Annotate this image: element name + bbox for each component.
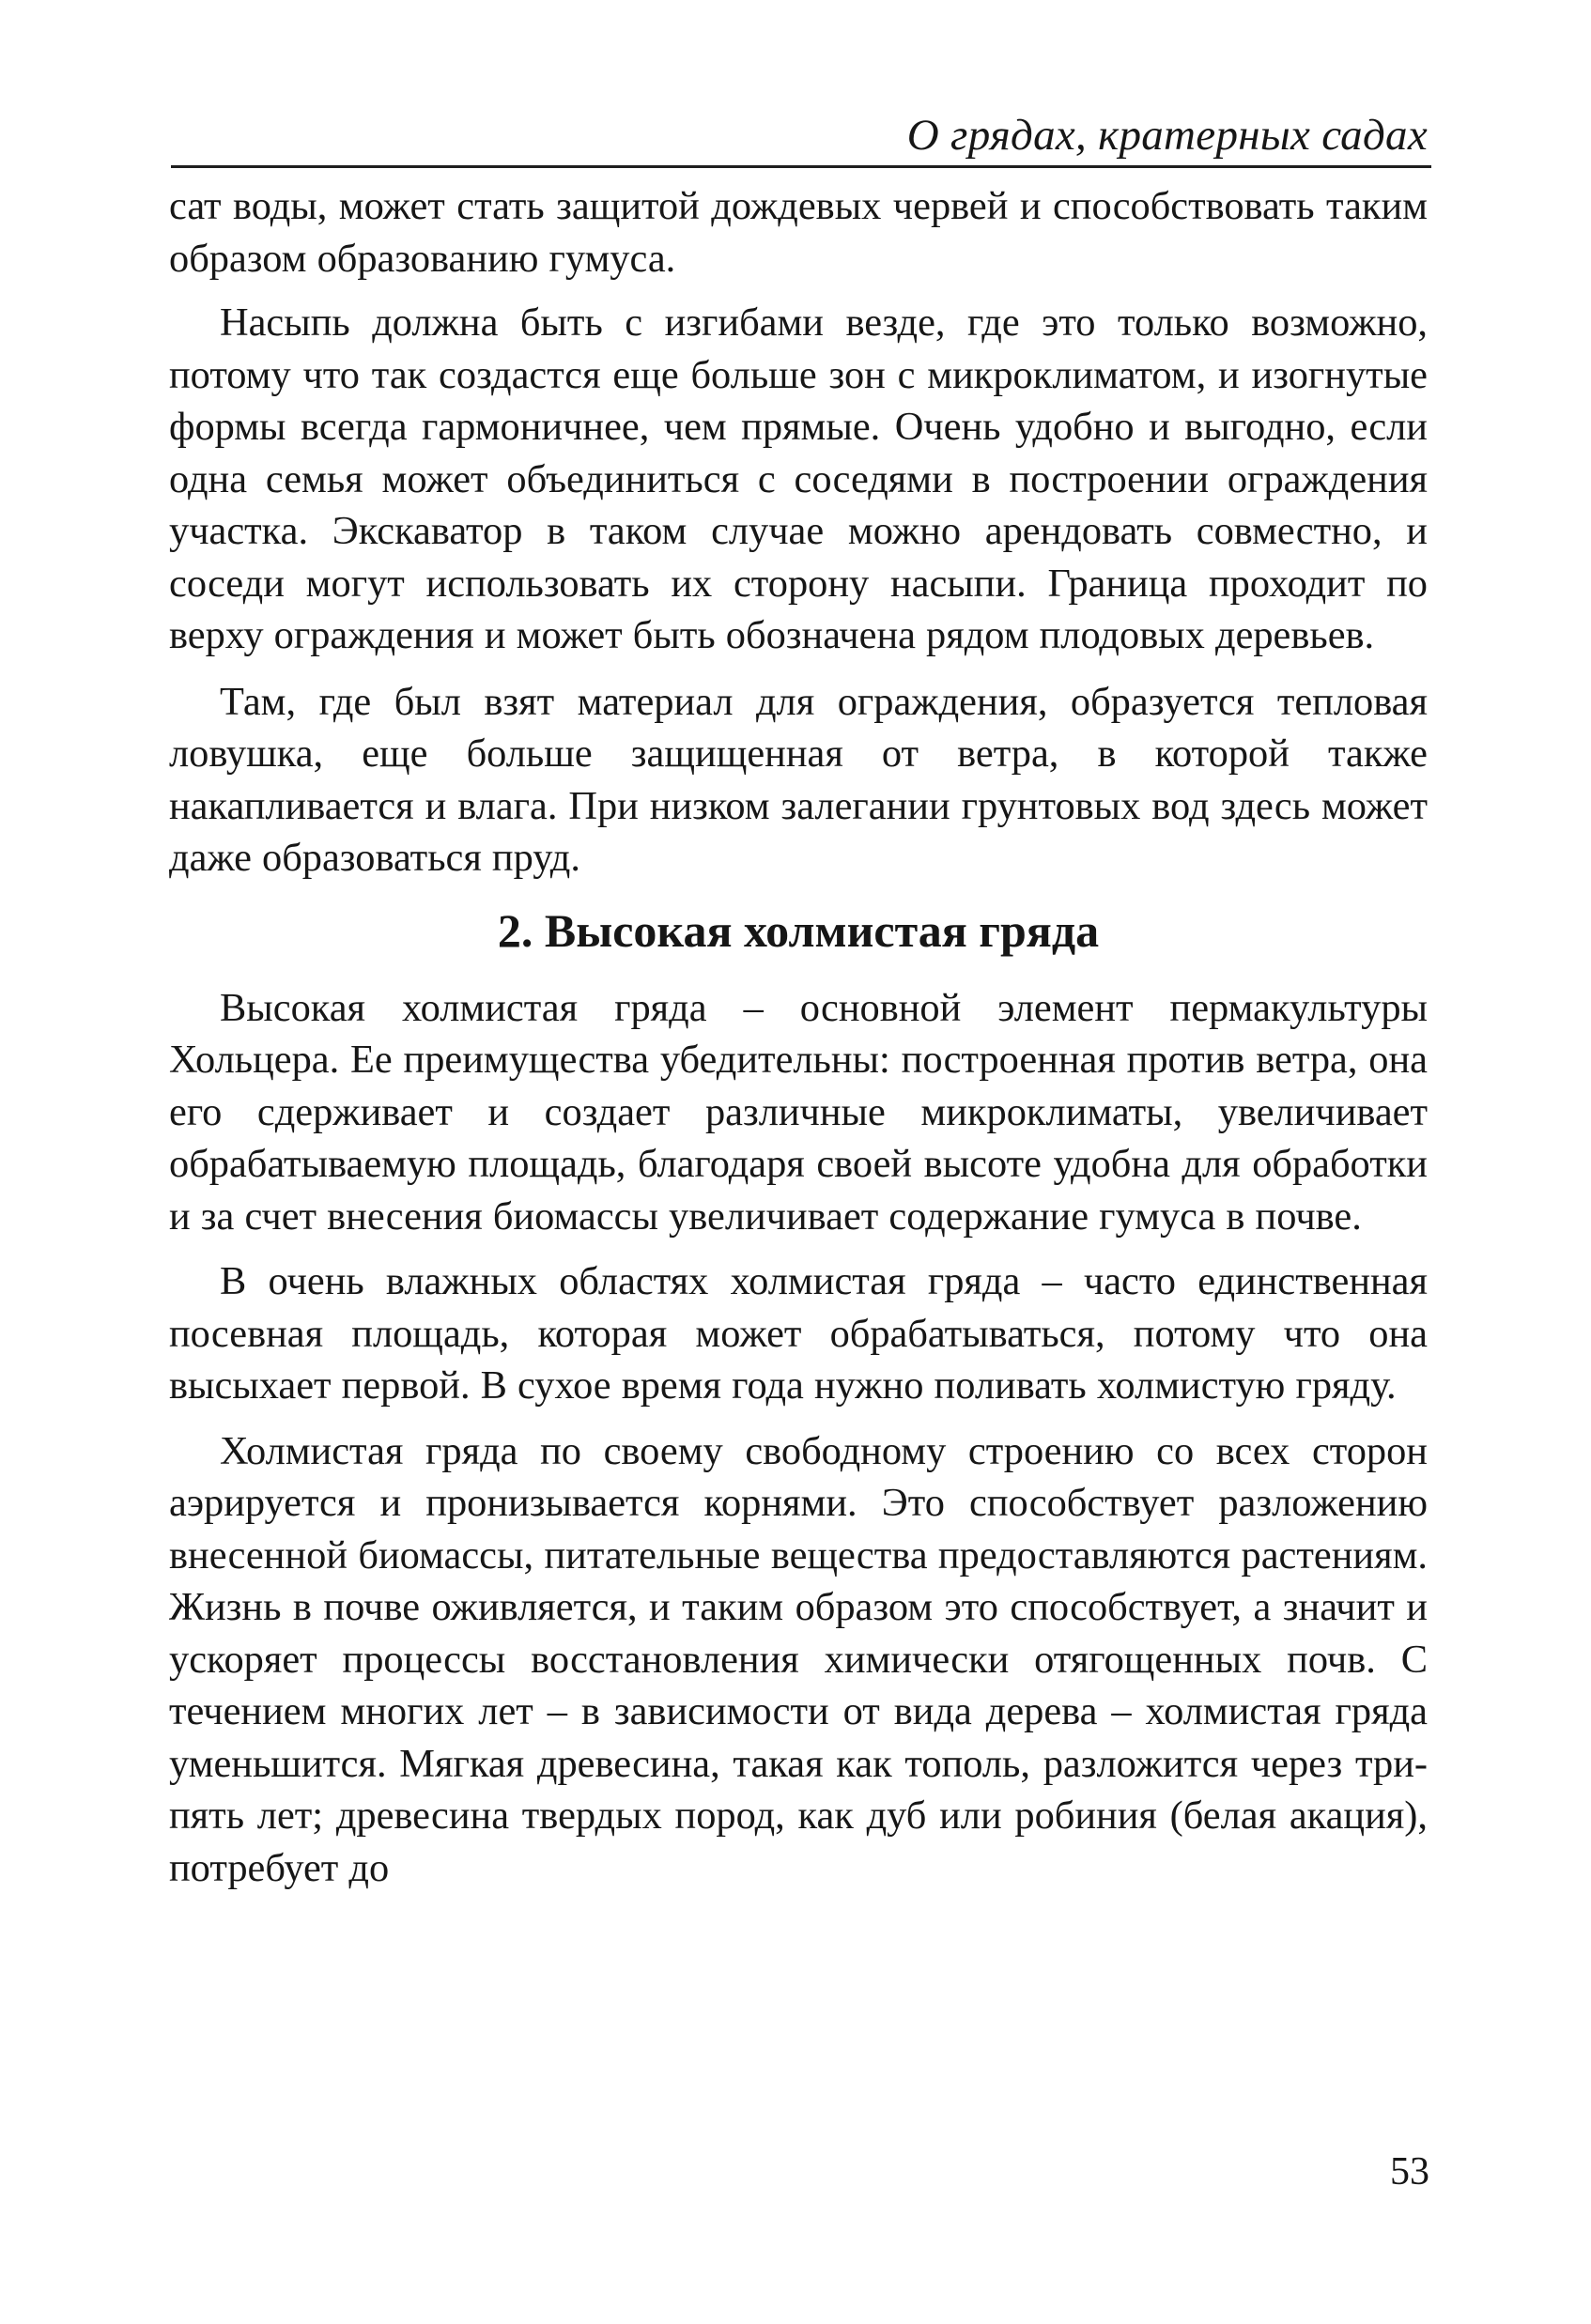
header-rule: [171, 165, 1431, 168]
paragraph: Насыпь должна быть с изгибами везде, где это только возможно, потому что так создастся еще больше зон с микроклиматом, и изогнутые формы всегда гармоничнее, чем прямые. Очень удобно и выгодно, если одна семья может объединиться с соседями в построении ограждения участка. Экскаватор в таком случае можно арендовать совместно, и соседи могут использовать их сторону насыпи. Граница проходит по верху ограждения и может быть обозначена рядом плодовых деревьев.: [169, 300, 1428, 657]
page-number: 53: [1390, 2150, 1429, 2193]
paragraph: Высокая холмистая гряда – основной элемент пермакультуры Хольцера. Ее преимущества убедительны: построенная против ветра, она его сдерживает и создает различные микроклиматы, увеличивает обрабатываемую площадь, благодаря своей высоте удобна для обработки и за счет внесения биомассы увеличивает содержание гумуса в почве.: [169, 985, 1428, 1239]
running-head: О грядах, кратерных садах: [906, 111, 1428, 160]
section-title: 2. Высокая холмистая гряда: [497, 903, 1100, 957]
body-text: [169, 180, 1428, 1894]
paragraph: В очень влажных областях холмистая гряда – часто единственная посевная площадь, которая может обрабатываться, потому что она высыхает первой. В сухое время года нужно поливать холмистую гряду.: [169, 1259, 1428, 1408]
paragraph: Там, где был взят материал для ограждения, образуется тепловая ловушка, еще больше защищенная от ветра, в которой также накапливается и влага. При низком залегании грунтовых вод здесь может даже образоваться пруд.: [169, 679, 1428, 880]
paragraph: Холмистая гряда по своему свободному строению со всех сторон аэрируется и пронизывается корнями. Это способствует разложению внесенной биомассы, питательные вещества предоставляются растениям. Жизнь в почве оживляется, и таким образом это способствует, а значит и ускоряет процессы восстановления химически отягощенных почв. С течением многих лет – в зависимости от вида дерева – холмистая гряда уменьшится. Мягкая древесина, такая как тополь, разложится через три-пять лет; древесина твердых пород, как дуб или робиния (белая акация), потребует до: [169, 1428, 1428, 1890]
paragraph-continued: сат воды, может стать защитой дождевых червей и способствовать таким образом образованию гумуса.: [169, 184, 1428, 281]
